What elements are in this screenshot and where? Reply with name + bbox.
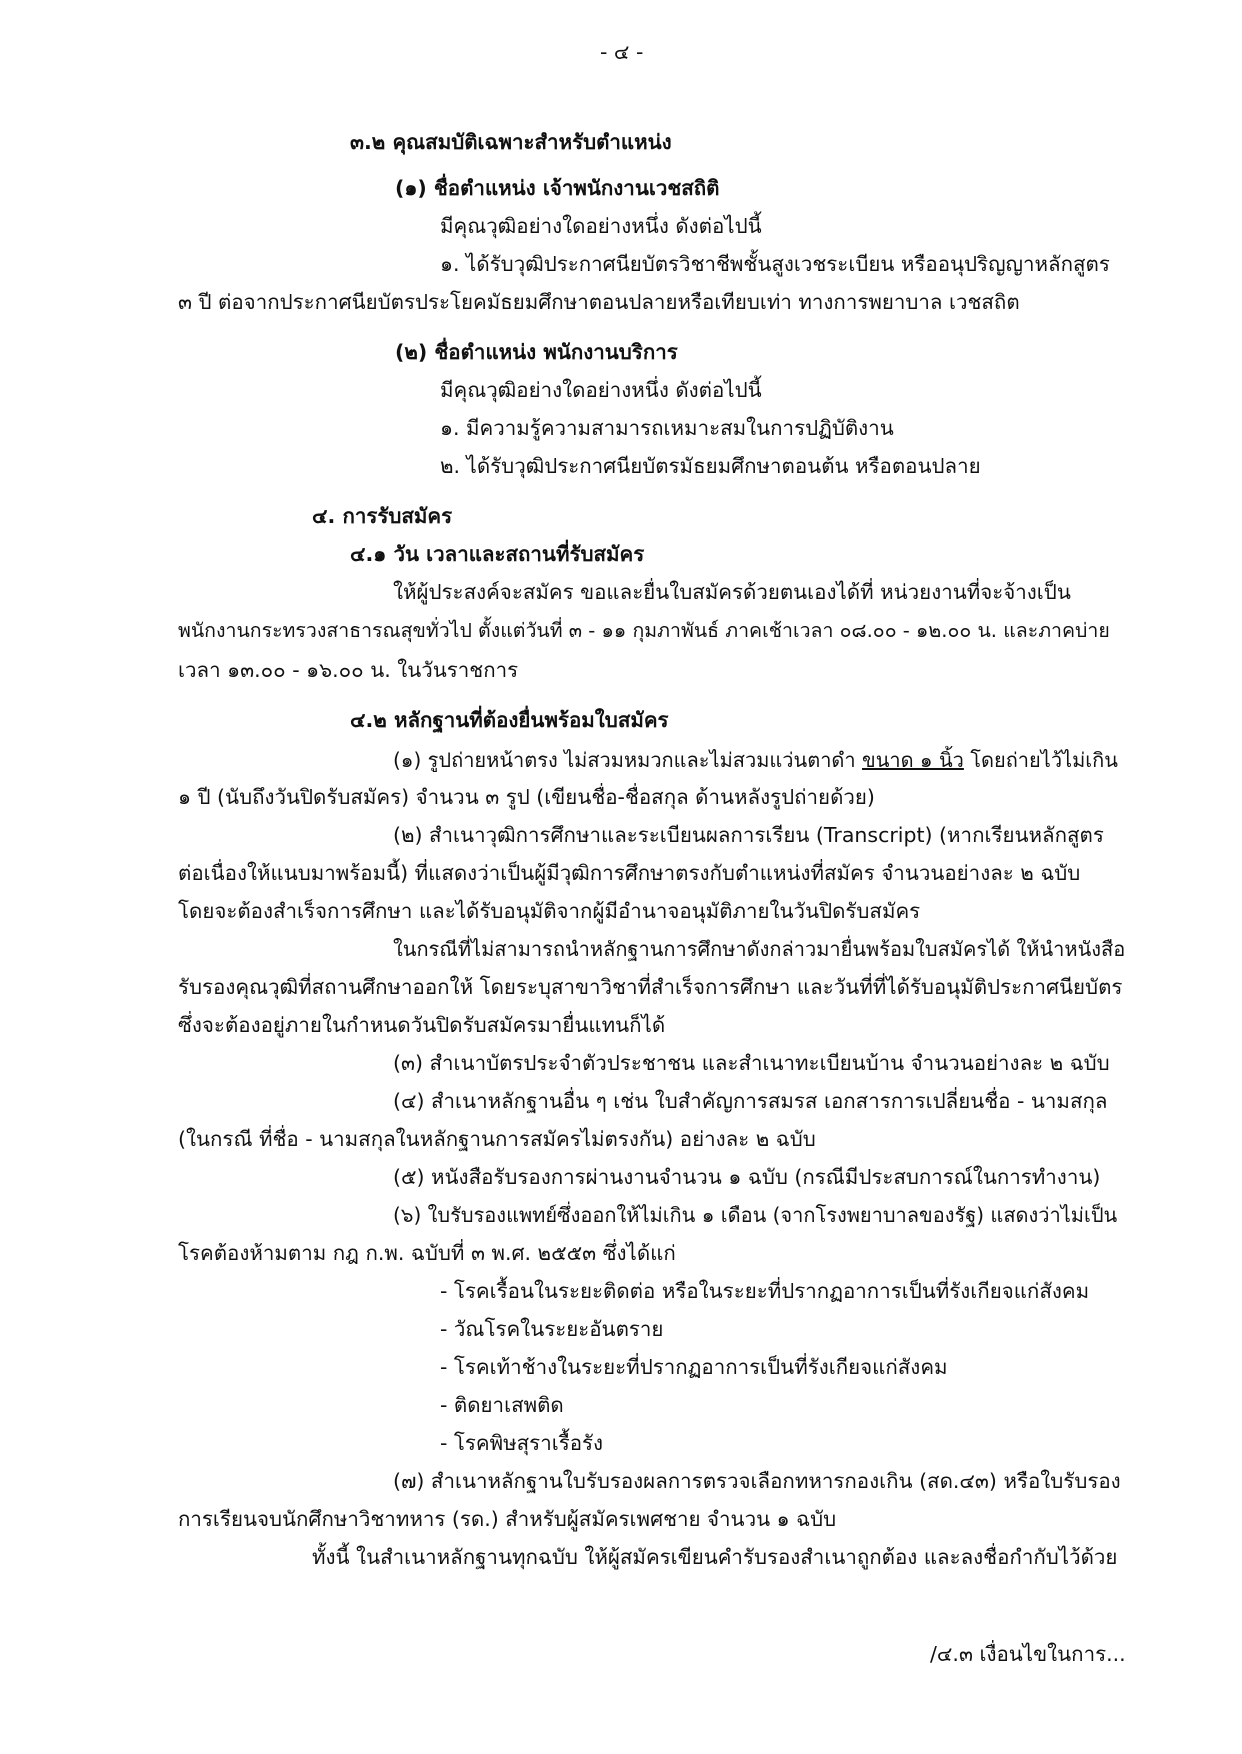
item-4-line-1: (๔) สำเนาหลักฐานอื่น ๆ เช่น ใบสำคัญการสมรส เอกสารการเปลี่ยนชื่อ - นามสกุล	[393, 1089, 1108, 1113]
item-1-text-b: โดยถ่ายไว้ไม่เกิน	[963, 748, 1118, 772]
disease-item: - โรคเรื้อนในระยะติดต่อ หรือในระยะที่ปรากฏอาการเป็นที่รังเกียจแก่สังคม	[440, 1279, 1090, 1303]
section-4-2-heading: ๔.๒ หลักฐานที่ต้องยื่นพร้อมใบสมัคร	[350, 708, 669, 732]
item-6-line-1: (๖) ใบรับรองแพทย์ซึ่งออกให้ไม่เกิน ๑ เดือน (จากโรงพยาบาลของรัฐ) แสดงว่าไม่เป็น	[393, 1203, 1118, 1227]
position-1-intro: มีคุณวุฒิอย่างใดอย่างหนึ่ง ดังต่อไปนี้	[440, 214, 762, 238]
position-2-item-1: ๑. มีความรู้ความสามารถเหมาะสมในการปฏิบัติงาน	[440, 416, 894, 440]
note-line-3: ซึ่งจะต้องอยู่ภายในกำหนดวันปิดรับสมัครมายื่นแทนก็ได้	[178, 1013, 666, 1037]
disease-item: - ติดยาเสพติด	[440, 1393, 564, 1417]
item-5: (๕) หนังสือรับรองการผ่านงานจำนวน ๑ ฉบับ (กรณีมีประสบการณ์ในการทำงาน)	[393, 1165, 1101, 1189]
page-number: - ๔ -	[600, 40, 644, 64]
section-4-1-line-2: พนักงานกระทรวงสาธารณสุขทั่วไป ตั้งแต่วันที่ ๓ - ๑๑ กุมภาพันธ์ ภาคเช้าเวลา ๐๘.๐๐ - ๑๒.๐๐ น. และภาคบ่าย	[178, 619, 1110, 642]
item-2-line-2: ต่อเนื่องให้แนบมาพร้อมนี้) ที่แสดงว่าเป็นผู้มีวุฒิการศึกษาตรงกับตำแหน่งที่สมัคร จำนวนอย่างละ ๒ ฉบับ	[178, 861, 1081, 885]
note-line-2: รับรองคุณวุฒิที่สถานศึกษาออกให้ โดยระบุสาขาวิชาที่สำเร็จการศึกษา และวันที่ที่ได้รับอนุมัติประกาศนียบัตร	[178, 975, 1123, 999]
item-6-line-2: โรคต้องห้ามตาม กฎ ก.พ. ฉบับที่ ๓ พ.ศ. ๒๕๕๓ ซึ่งได้แก่	[178, 1241, 676, 1265]
item-3: (๓) สำเนาบัตรประจำตัวประชาชน และสำเนาทะเบียนบ้าน จำนวนอย่างละ ๒ ฉบับ	[393, 1051, 1110, 1075]
position-2-item-2: ๒. ได้รับวุฒิประกาศนียบัตรมัธยมศึกษาตอนต้น หรือตอนปลาย	[440, 454, 981, 478]
photo-size-underlined: ขนาด ๑ นิ้ว	[862, 748, 964, 772]
item-1-line-1	[393, 746, 1118, 774]
position-1-item-1-line-1: ๑. ได้รับวุฒิประกาศนียบัตรวิชาชีพชั้นสูงเวชระเบียน หรืออนุปริญญาหลักสูตร	[440, 252, 1110, 276]
continuation-note: /๔.๓ เงื่อนไขในการ...	[930, 1642, 1126, 1666]
section-4-1-heading: ๔.๑ วัน เวลาและสถานที่รับสมัคร	[350, 542, 645, 566]
closing-paragraph: ทั้งนี้ ในสำเนาหลักฐานทุกฉบับ ให้ผู้สมัครเขียนคำรับรองสำเนาถูกต้อง และลงชื่อกำกับไว้ด้วย	[312, 1545, 1118, 1569]
position-1-title: (๑) ชื่อตำแหน่ง เจ้าพนักงานเวชสถิติ	[395, 176, 720, 200]
item-2-line-3: โดยจะต้องสำเร็จการศึกษา และได้รับอนุมัติจากผู้มีอำนาจอนุมัติภายในวันปิดรับสมัคร	[178, 899, 921, 923]
section-4-1-line-1: ให้ผู้ประสงค์จะสมัคร ขอและยื่นใบสมัครด้วยตนเองได้ที่ หน่วยงานที่จะจ้างเป็น	[393, 580, 1071, 604]
item-7-line-1: (๗) สำเนาหลักฐานใบรับรองผลการตรวจเลือกทหารกองเกิน (สด.๔๓) หรือใบรับรอง	[393, 1469, 1121, 1493]
item-2-line-1: (๒) สำเนาวุฒิการศึกษาและระเบียนผลการเรียน (Transcript) (หากเรียนหลักสูตร	[393, 823, 1104, 847]
section-4-heading: ๔. การรับสมัคร	[312, 504, 453, 528]
disease-item: - วัณโรคในระยะอันตราย	[440, 1317, 664, 1341]
position-2-intro: มีคุณวุฒิอย่างใดอย่างหนึ่ง ดังต่อไปนี้	[440, 378, 762, 402]
position-2-title: (๒) ชื่อตำแหน่ง พนักงานบริการ	[395, 340, 678, 364]
item-7-line-2: การเรียนจบนักศึกษาวิชาทหาร (รด.) สำหรับผู้สมัครเพศชาย จำนวน ๑ ฉบับ	[178, 1507, 837, 1531]
item-1-line-2: ๑ ปี (นับถึงวันปิดรับสมัคร) จำนวน ๓ รูป (เขียนชื่อ-ชื่อสกุล ด้านหลังรูปถ่ายด้วย)	[178, 785, 875, 809]
item-1-text-a: (๑) รูปถ่ายหน้าตรง ไม่สวมหมวกและไม่สวมแว่นตาดำ	[393, 748, 863, 772]
note-line-1: ในกรณีที่ไม่สามารถนำหลักฐานการศึกษาดังกล่าวมายื่นพร้อมใบสมัครได้ ให้นำหนังสือ	[393, 937, 1126, 961]
section-3-2-heading: ๓.๒ คุณสมบัติเฉพาะสำหรับตำแหน่ง	[350, 130, 672, 154]
position-1-item-1-line-2: ๓ ปี ต่อจากประกาศนียบัตรประโยคมัธยมศึกษาตอนปลายหรือเทียบเท่า ทางการพยาบาล เวชสถิต	[178, 290, 1020, 314]
disease-item: - โรคเท้าช้างในระยะที่ปรากฏอาการเป็นที่รังเกียจแก่สังคม	[440, 1355, 948, 1379]
item-4-line-2: (ในกรณี ที่ชื่อ - นามสกุลในหลักฐานการสมัครไม่ตรงกัน) อย่างละ ๒ ฉบับ	[178, 1127, 816, 1151]
disease-item: - โรคพิษสุราเรื้อรัง	[440, 1431, 604, 1455]
section-4-1-line-3: เวลา ๑๓.๐๐ - ๑๖.๐๐ น. ในวันราชการ	[178, 658, 519, 682]
